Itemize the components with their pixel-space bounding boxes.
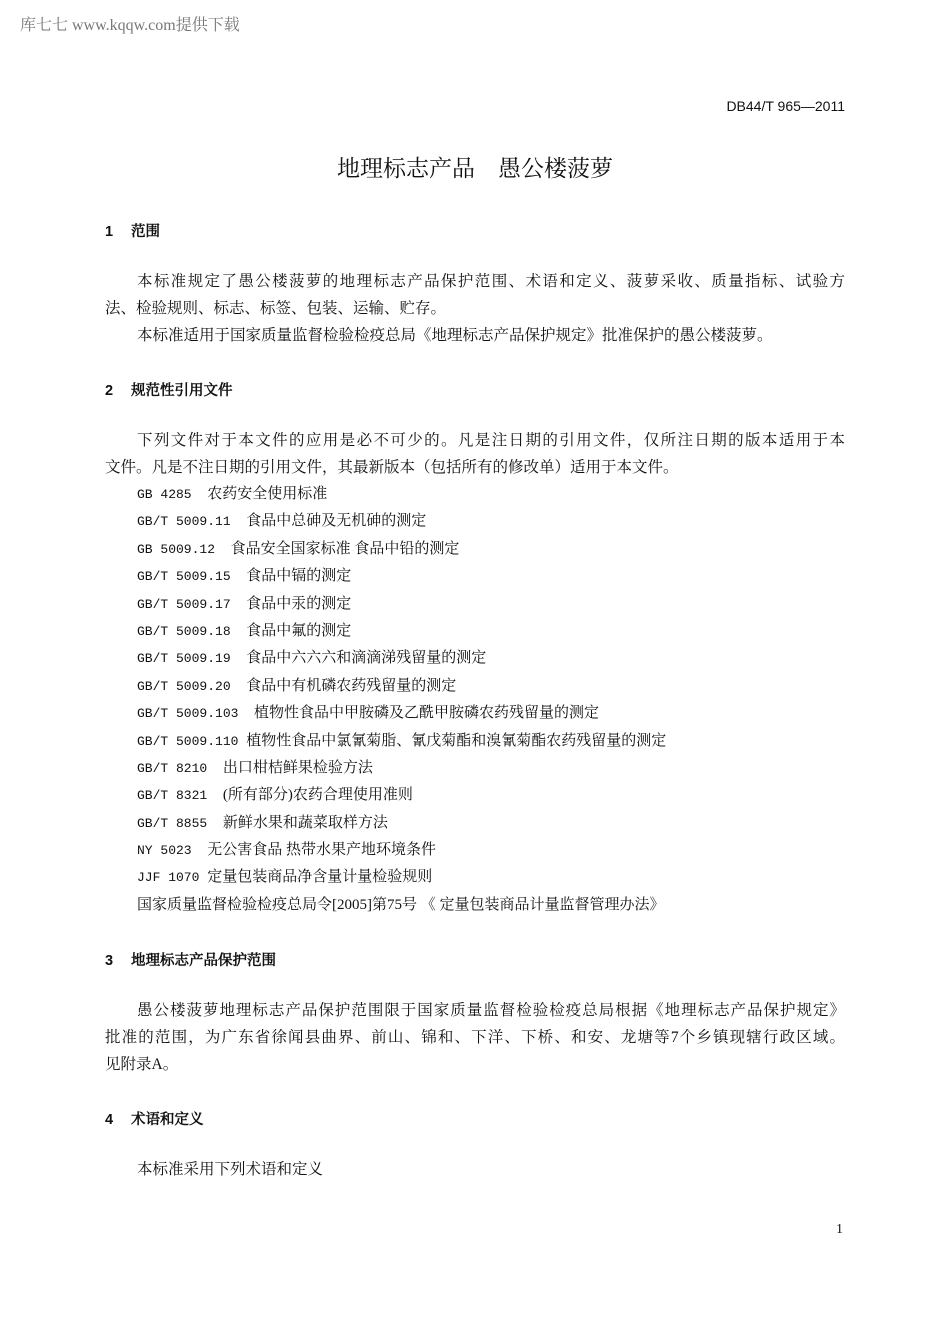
reference-item	[137, 563, 666, 590]
section-title: 范围	[131, 224, 160, 240]
paragraph-line: 本标准规定了愚公楼菠萝的地理标志产品保护范围、术语和定义、菠萝采收、质量指标、试验方	[137, 273, 845, 290]
reference-code: GB/T 8210	[137, 760, 223, 776]
reference-item	[137, 673, 666, 700]
document-id: DB44/T 965—2011	[726, 98, 845, 114]
reference-title: 新鲜水果和蔬菜取样方法	[222, 814, 388, 831]
reference-code: NY 5023	[137, 843, 208, 859]
reference-item	[137, 700, 666, 727]
reference-item	[137, 864, 666, 891]
reference-title: 食品中六六六和滴滴涕残留量的测定	[246, 650, 487, 667]
reference-code: GB/T 8321	[137, 788, 223, 804]
reference-code: GB/T 5009.17	[137, 596, 247, 612]
reference-title: 出口柑桔鲜果检验方法	[222, 759, 373, 776]
reference-code: GB 4285	[137, 487, 208, 502]
paragraph-line: 本标准采用下列术语和定义	[137, 1161, 324, 1178]
section-heading	[105, 379, 233, 400]
section-title: 规范性引用文件	[131, 383, 233, 399]
reference-code: GB/T 5009.19	[137, 651, 247, 667]
reference-code: GB/T 5009.11	[137, 514, 247, 530]
reference-title: 食品中有机磷农药残留量的测定	[246, 677, 457, 694]
section-number: 1	[105, 224, 114, 240]
reference-title: 食品中汞的测定	[246, 595, 352, 612]
reference-title: 农药安全使用标准	[207, 486, 328, 502]
paragraph	[105, 427, 845, 481]
section-number: 4	[105, 1112, 114, 1128]
reference-title: (所有部分)农药合理使用准则	[222, 787, 413, 804]
reference-title: 植物性食品中氯氰菊脂、氰戊菊酯和溴氰菊酯农药残留量的测定	[246, 732, 667, 749]
reference-item	[137, 481, 666, 508]
reference-title: 食品中氟的测定	[246, 622, 352, 639]
reference-title: 植物性食品中甲胺磷及乙酰甲胺磷农药残留量的测定	[254, 705, 600, 722]
reference-item	[137, 591, 666, 618]
reference-item	[137, 536, 666, 563]
paragraph-line: 本标准适用于国家质量监督检验检疫总局《地理标志产品保护规定》批准保护的愚公楼菠萝。	[137, 327, 773, 344]
reference-code: GB/T 5009.110	[137, 733, 247, 749]
section-number: 3	[105, 953, 114, 969]
section-number: 2	[105, 383, 114, 399]
reference-code: GB/T 5009.20	[137, 678, 247, 694]
reference-title: 食品中镉的测定	[246, 568, 352, 585]
page-number: 1	[836, 1222, 843, 1237]
reference-item	[137, 728, 666, 755]
document-title: 地理标志产品 愚公楼菠萝	[337, 155, 613, 181]
watermark: 库七七 www.kqqw.com提供下载	[20, 17, 240, 34]
paragraph-line: 下列文件对于本文件的应用是必不可少的。凡是注日期的引用文件，仅所注日期的版本适用于本	[137, 432, 845, 449]
section-heading	[105, 1108, 204, 1129]
reference-code: GB/T 5009.18	[137, 623, 247, 639]
paragraph	[105, 997, 845, 1078]
reference-item	[137, 782, 666, 809]
reference-item	[137, 837, 666, 864]
paragraph-line: 见附录A。	[105, 1056, 179, 1073]
paragraph-line: 愚公楼菠萝地理标志产品保护范围限于国家质量监督检验检疫总局根据《地理标志产品保护规定》	[137, 1002, 845, 1019]
reference-item	[137, 618, 666, 645]
reference-code: GB/T 8855	[137, 815, 223, 831]
reference-title: 食品中总砷及无机砷的测定	[246, 513, 427, 530]
paragraph-line: 文件。凡是不注日期的引用文件，其最新版本（包括所有的修改单）适用于本文件。	[105, 459, 679, 476]
reference-list	[137, 481, 666, 919]
reference-code: GB/T 5009.103	[137, 706, 255, 722]
section-heading	[105, 949, 276, 970]
paragraph	[105, 268, 845, 322]
section-title: 地理标志产品保护范围	[131, 953, 276, 969]
reference-title: 食品安全国家标准 食品中铅的测定	[230, 540, 460, 557]
paragraph-line: 法、检验规则、标志、标签、包装、运输、贮存。	[105, 300, 447, 317]
reference-code: JJF 1070	[137, 870, 208, 886]
section-heading	[105, 220, 160, 241]
reference-item	[137, 810, 666, 837]
reference-title: 无公害食品 热带水果产地环境条件	[207, 842, 436, 859]
reference-code: GB 5009.12	[137, 541, 231, 557]
reference-item	[137, 508, 666, 535]
section-title: 术语和定义	[131, 1112, 204, 1128]
reference-title: 国家质量监督检验检疫总局令[2005]第75号 《 定量包装商品计量监督管理办法》	[137, 896, 665, 913]
reference-item	[137, 645, 666, 672]
paragraph-line: 批准的范围，为广东省徐闻县曲界、前山、锦和、下洋、下桥、和安、龙塘等7个乡镇现辖行政区域。	[105, 1029, 845, 1046]
reference-item	[137, 755, 666, 782]
paragraph	[105, 322, 845, 349]
paragraph	[105, 1156, 845, 1183]
reference-item	[137, 892, 666, 919]
reference-title: 定量包装商品净含量计量检验规则	[207, 869, 433, 886]
reference-code: GB/T 5009.15	[137, 569, 247, 585]
